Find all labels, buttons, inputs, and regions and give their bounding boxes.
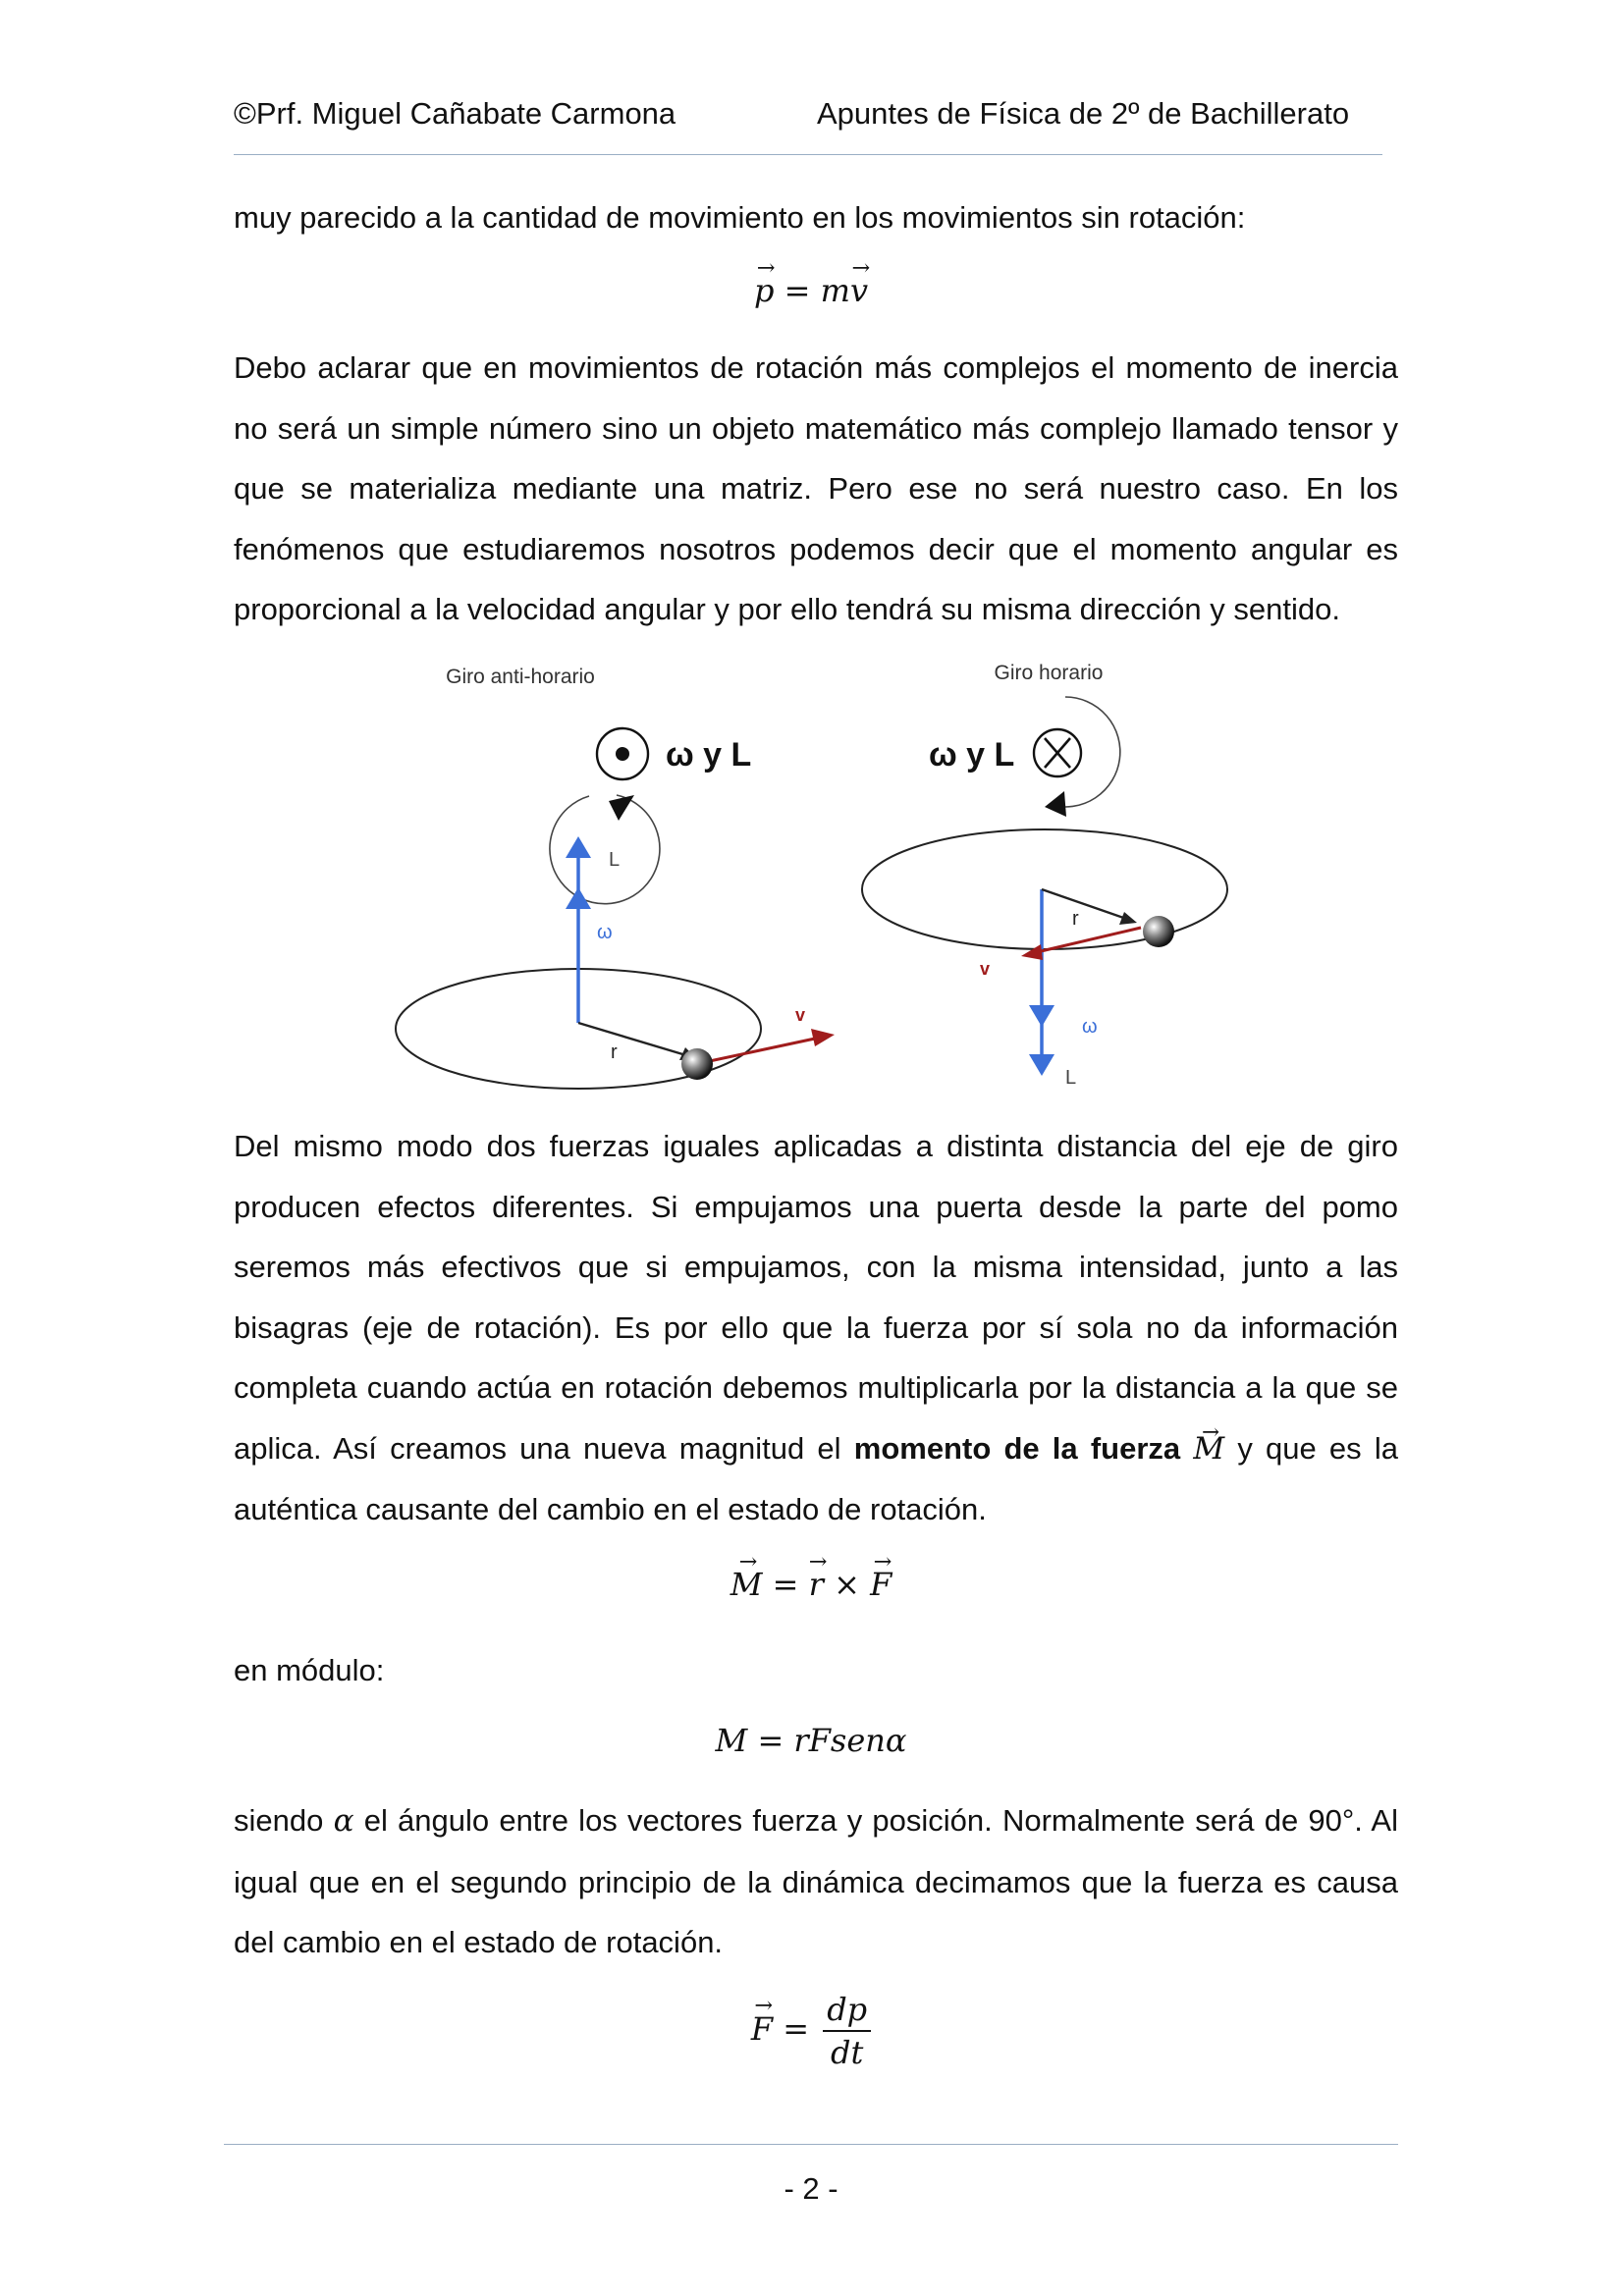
right-omega-label: ω <box>1082 1016 1098 1038</box>
left-diagram <box>396 666 835 1089</box>
footer-rule <box>224 2144 1398 2145</box>
left-omega-label: ω <box>597 922 613 943</box>
right-r-label: r <box>1072 908 1079 930</box>
left-mass-ball <box>681 1048 713 1080</box>
symbol-M: → M <box>1193 1419 1224 1480</box>
left-velocity <box>705 1039 815 1062</box>
eq4-fraction <box>823 1991 871 2071</box>
left-L-label: L <box>609 849 621 871</box>
paragraph-1: muy parecido a la cantidad de movimiento en los movimientos sin rotación: <box>234 200 1246 235</box>
right-omega-arrowhead <box>1029 1005 1054 1027</box>
paragraph-2: Debo aclarar que en movimientos de rotación más complejos el momento de inercia no será un simple número sino un objeto matemático más complejo llamado tensor y que se materializa mediante una matriz. Pero ese no será nuestro caso. En los fenómenos que estudiaremos nosotros podemos decir que el momento angular es proporcional a la velocidad angular y por ello tendrá su misma dirección y sentido. <box>234 350 1398 626</box>
equation-newton-second-law: → F = $\frac{dp}{dt}$ <box>0 1991 1622 2071</box>
right-v-label: v <box>980 959 991 979</box>
out-of-page-dot <box>616 747 629 761</box>
eq4-denominator: dt <box>831 2034 864 2071</box>
left-rotation-arrowhead <box>609 795 634 821</box>
left-radius <box>578 1023 689 1056</box>
left-L-arrowhead <box>566 836 591 858</box>
paragraph-5: siendo α el ángulo entre los vectores fuerza y posición. Normalmente será de 90°. Al igual que en el segundo principio de la dinámica decimamos que la fuerza es causa del cambio en el estado de rotación. <box>234 1803 1398 1959</box>
eq1-v: → v <box>850 272 868 309</box>
header-author: ©Prf. Miguel Cañabate Carmona <box>234 96 676 131</box>
right-velocity-arrowhead <box>1021 944 1043 960</box>
eq4-F: → F <box>751 2010 773 2048</box>
equation-momentum: → p = m→ v <box>0 272 1622 309</box>
right-rotation-arc <box>1051 697 1120 807</box>
eq2-r: → r <box>809 1566 824 1603</box>
angular-momentum-figure <box>373 648 1257 1109</box>
left-velocity-arrowhead <box>811 1029 835 1046</box>
eq2-M: → M <box>730 1566 763 1603</box>
eq1-p: → p <box>754 272 774 309</box>
right-caption: Giro horario <box>994 662 1104 684</box>
right-radius-arrowhead <box>1119 912 1137 925</box>
term-momento-fuerza: momento de la fuerza <box>853 1430 1181 1466</box>
symbol-alpha: α <box>333 1803 354 1839</box>
left-symbol-label: ω y L <box>666 736 752 774</box>
right-diagram <box>862 662 1227 1089</box>
eq4-numerator: dp <box>823 1991 871 2032</box>
paragraph-3: Del mismo modo dos fuerzas iguales aplicadas a distinta distancia del eje de giro producen efectos diferentes. Si empujamos una puerta desde la parte del pomo seremos más efectivos que si empujamos, con la misma intensidad, junto a las bisagras (eje de rotación). Es por ello que la fuerza por sí sola no da información completa cuando actúa en rotación debemos multiplicarla por la distancia a la que se aplica. Así creamos una nueva magnitud el momento de la fuerza → M y que es la auténtica causante del cambio en el estado de rotación. <box>234 1116 1398 1540</box>
right-radius <box>1042 889 1129 920</box>
header-rule <box>234 154 1382 155</box>
right-L-arrowhead <box>1029 1054 1054 1076</box>
left-caption: Giro anti-horario <box>446 666 595 688</box>
left-rotation-arc <box>550 795 660 904</box>
equation-torque-modulus: M = rFsenα <box>715 1722 907 1759</box>
left-v-label: v <box>795 1005 806 1025</box>
equation-torque: → M = → r × → F <box>0 1566 1622 1603</box>
paragraph-4: en módulo: <box>234 1653 385 1687</box>
right-symbol-label: ω y L <box>929 736 1015 774</box>
page-number: - 2 - <box>784 2171 838 2206</box>
right-L-label: L <box>1065 1067 1077 1089</box>
eq2-F: → F <box>870 1566 892 1603</box>
right-mass-ball <box>1143 916 1174 947</box>
right-rotation-arrowhead <box>1045 791 1066 817</box>
left-r-label: r <box>611 1041 618 1063</box>
header-course: Apuntes de Física de 2º de Bachillerato <box>817 96 1350 131</box>
